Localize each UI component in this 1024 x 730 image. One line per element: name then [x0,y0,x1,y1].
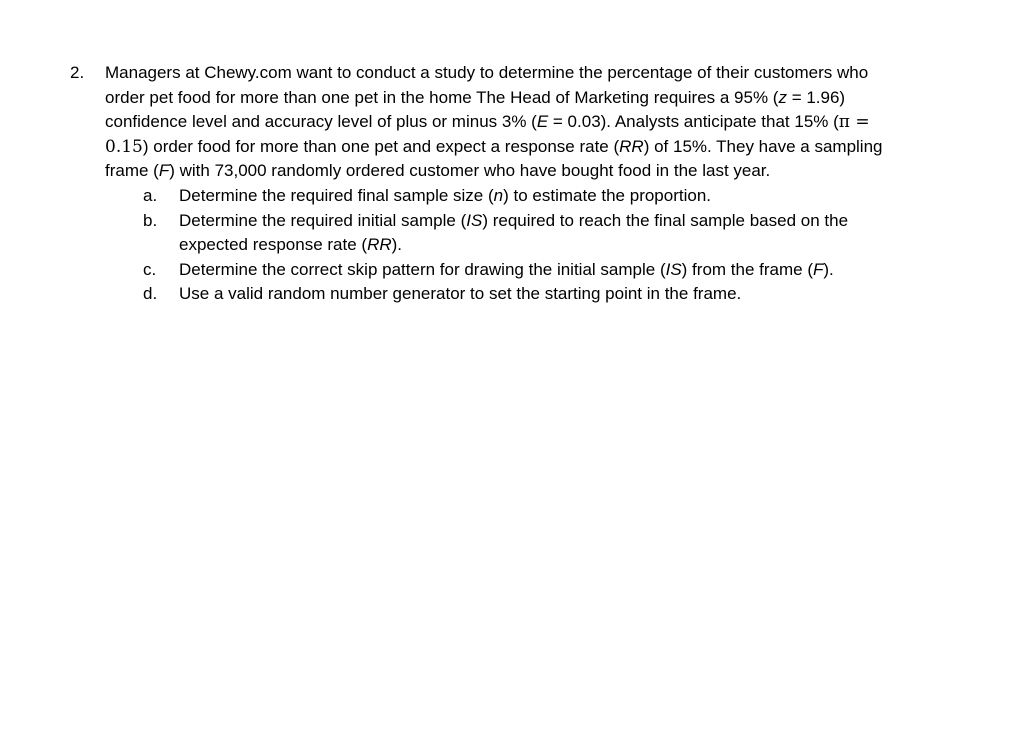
question-stem [105,61,905,184]
var-z: z [778,87,787,107]
var-e: E [536,112,549,132]
stem-text-2: = 1.96) confidence level and accuracy level of plus or minus 3% ( [105,87,846,132]
subpart-marker: a. [143,185,158,205]
subpart-var: F [812,259,824,279]
question-2 [70,61,910,307]
subpart-marker: c. [143,259,157,279]
subpart-text: Determine the required initial sample ( [179,210,467,230]
subpart-text: ) from the frame ( [681,259,813,279]
subpart-var: IS [665,259,682,279]
subpart-d [143,282,905,307]
subpart-c [143,258,905,283]
stem-text-5: ) of 15%. They have a sampling frame ( [105,136,883,181]
subpart-marker: d. [143,284,158,304]
subpart-a [143,184,905,209]
stem-text-3: = 0.03). Analysts anticipate that 15% ( [548,112,839,132]
subpart-var: RR [367,235,392,255]
subpart-text: ). [823,259,834,279]
subparts-list [143,184,905,307]
var-rr: RR [619,136,644,156]
pi-expression: π = 0.15 [105,112,870,157]
stem-text-6: ) with 73,000 randomly ordered customer who have bought food in the last year. [169,161,771,181]
subpart-text: ) required to reach the final sample based on the expected response rate ( [179,210,849,255]
stem-text-1: Managers at Chewy.com want to conduct a study to determine the percentage of their customers who order pet food for more than one pet in the home The Head of Marketing requires a 95% ( [105,63,869,107]
subpart-text: Determine the correct skip pattern for drawing the initial sample ( [179,259,666,279]
subpart-marker: b. [143,210,158,230]
subpart-text: ). [391,235,403,255]
subpart-var: IS [466,210,483,230]
subpart-text: ) to estimate the proportion. [503,185,712,205]
subpart-b [143,209,905,258]
subpart-var: n [493,185,504,205]
var-f: F [158,161,170,181]
question-body [105,61,905,307]
subpart-text: Determine the required final sample size ( [179,185,494,205]
subpart-text: Use a valid random number generator to set the starting point in the frame. [179,284,742,304]
question-number: 2. [70,63,85,82]
stem-text-4: ) order food for more than one pet and expect a response rate ( [142,136,620,156]
